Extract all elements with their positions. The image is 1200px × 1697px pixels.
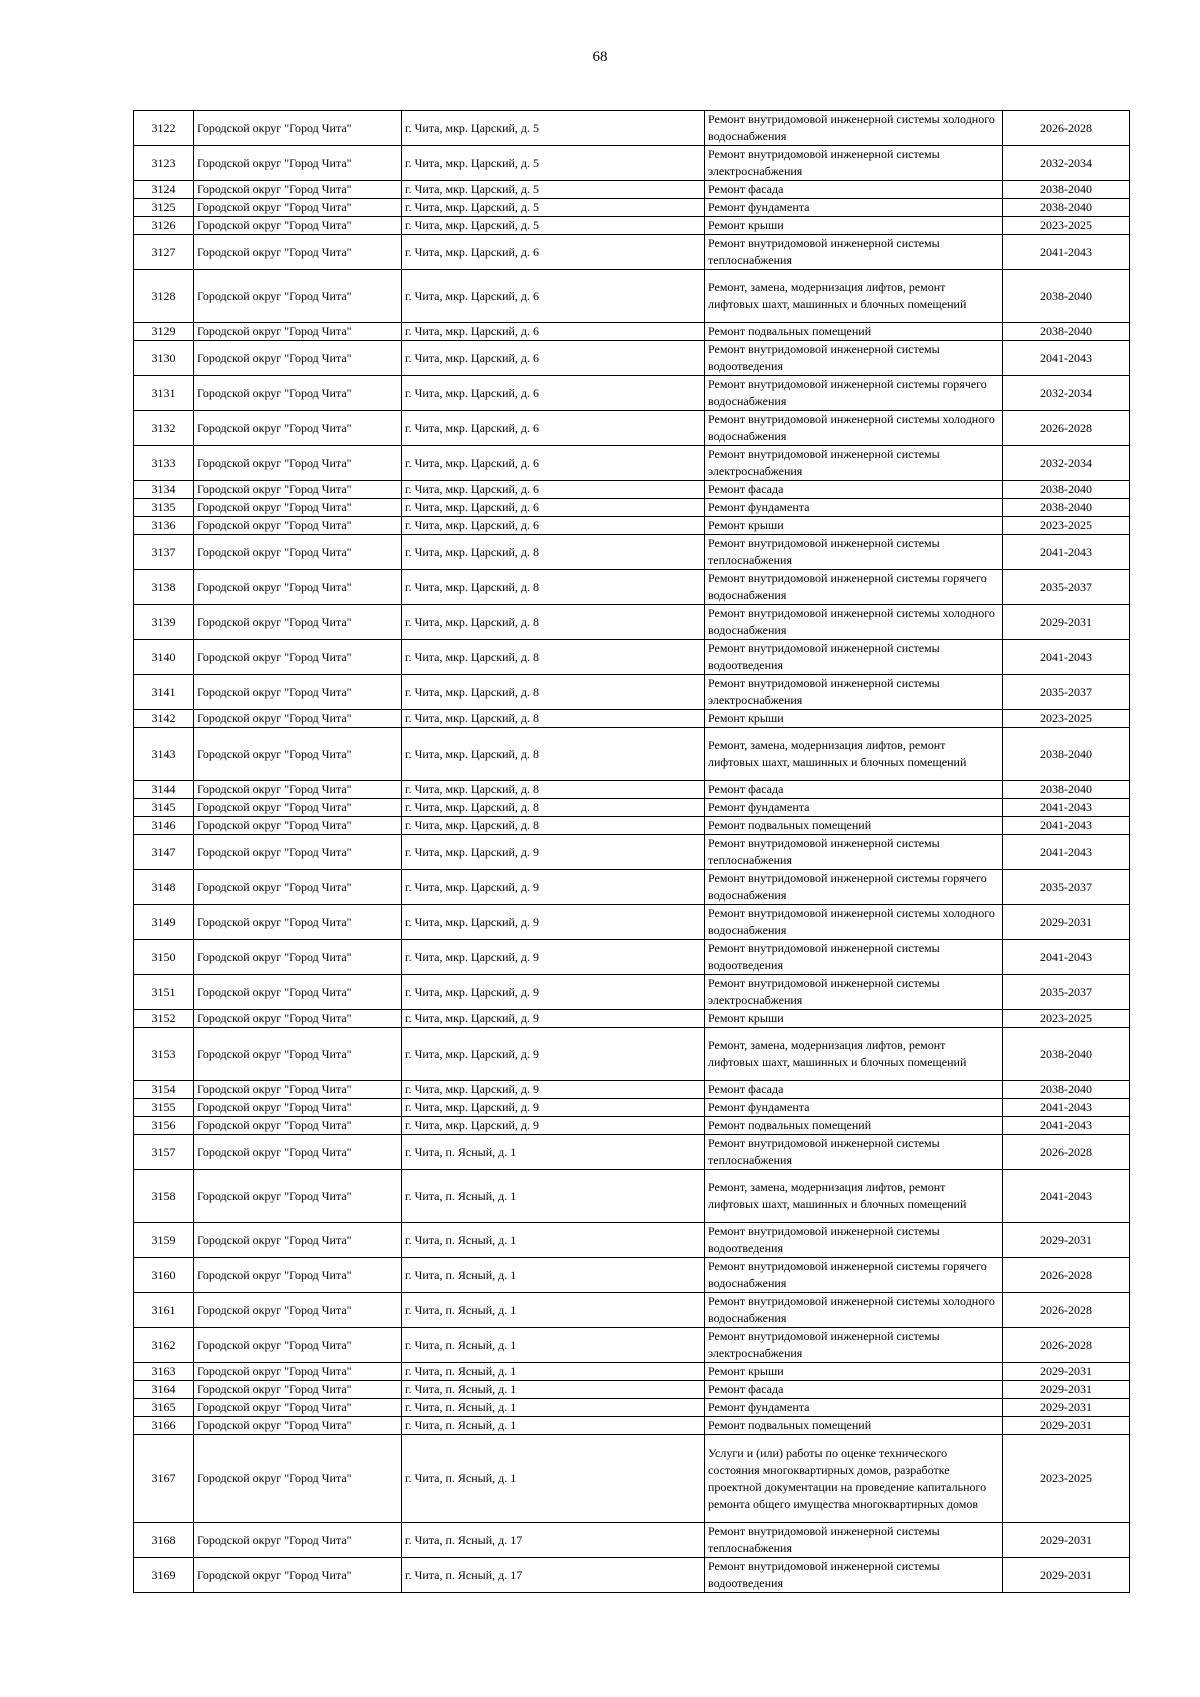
work-type-cell: Ремонт фасада (705, 1381, 1003, 1399)
address-cell: г. Чита, мкр. Царский, д. 9 (402, 835, 705, 870)
table-row (134, 675, 1130, 710)
address-cell: г. Чита, мкр. Царский, д. 5 (402, 146, 705, 181)
address-cell: г. Чита, мкр. Царский, д. 8 (402, 535, 705, 570)
row-number-cell: 3167 (134, 1435, 194, 1523)
work-type-cell: Ремонт внутридомовой инженерной системы теплоснабжения (705, 535, 1003, 570)
table-row (134, 1010, 1130, 1028)
municipality-cell: Городской округ "Город Чита" (194, 605, 402, 640)
table-row (134, 870, 1130, 905)
work-type-cell: Ремонт внутридомовой инженерной системы водоотведения (705, 341, 1003, 376)
work-type-cell: Услуги и (или) работы по оценке технического состояния многоквартирных домов, разработке проектной документации на проведение капитального ремонта общего имущества многоквартирных домов (705, 1435, 1003, 1523)
address-cell: г. Чита, п. Ясный, д. 1 (402, 1223, 705, 1258)
address-cell: г. Чита, мкр. Царский, д. 6 (402, 411, 705, 446)
row-number-cell: 3145 (134, 799, 194, 817)
table-row (134, 1223, 1130, 1258)
period-cell: 2035-2037 (1003, 570, 1130, 605)
repair-schedule-table (133, 110, 1130, 1593)
row-number-cell: 3140 (134, 640, 194, 675)
row-number-cell: 3147 (134, 835, 194, 870)
table-row (134, 1523, 1130, 1558)
table-row (134, 217, 1130, 235)
municipality-cell: Городской округ "Город Чита" (194, 817, 402, 835)
table-row (134, 1099, 1130, 1117)
table-row (134, 817, 1130, 835)
municipality-cell: Городской округ "Город Чита" (194, 1363, 402, 1381)
municipality-cell: Городской округ "Город Чита" (194, 376, 402, 411)
table-row (134, 640, 1130, 675)
municipality-cell: Городской округ "Город Чита" (194, 1258, 402, 1293)
period-cell: 2023-2025 (1003, 710, 1130, 728)
row-number-cell: 3158 (134, 1170, 194, 1223)
row-number-cell: 3129 (134, 323, 194, 341)
address-cell: г. Чита, мкр. Царский, д. 6 (402, 446, 705, 481)
row-number-cell: 3125 (134, 199, 194, 217)
municipality-cell: Городской округ "Город Чита" (194, 975, 402, 1010)
address-cell: г. Чита, мкр. Царский, д. 9 (402, 1010, 705, 1028)
row-number-cell: 3122 (134, 111, 194, 146)
municipality-cell: Городской округ "Город Чита" (194, 217, 402, 235)
table-row (134, 323, 1130, 341)
period-cell: 2038-2040 (1003, 728, 1130, 781)
period-cell: 2029-2031 (1003, 1381, 1130, 1399)
period-cell: 2026-2028 (1003, 1293, 1130, 1328)
address-cell: г. Чита, мкр. Царский, д. 9 (402, 1117, 705, 1135)
work-type-cell: Ремонт внутридомовой инженерной системы горячего водоснабжения (705, 570, 1003, 605)
period-cell: 2038-2040 (1003, 270, 1130, 323)
work-type-cell: Ремонт подвальных помещений (705, 817, 1003, 835)
period-cell: 2038-2040 (1003, 781, 1130, 799)
work-type-cell: Ремонт внутридомовой инженерной системы горячего водоснабжения (705, 870, 1003, 905)
table-row (134, 270, 1130, 323)
address-cell: г. Чита, мкр. Царский, д. 8 (402, 710, 705, 728)
address-cell: г. Чита, п. Ясный, д. 1 (402, 1135, 705, 1170)
table-row (134, 517, 1130, 535)
work-type-cell: Ремонт внутридомовой инженерной системы теплоснабжения (705, 835, 1003, 870)
address-cell: г. Чита, мкр. Царский, д. 6 (402, 517, 705, 535)
period-cell: 2032-2034 (1003, 146, 1130, 181)
address-cell: г. Чита, п. Ясный, д. 17 (402, 1523, 705, 1558)
address-cell: г. Чита, мкр. Царский, д. 6 (402, 235, 705, 270)
work-type-cell: Ремонт внутридомовой инженерной системы холодного водоснабжения (705, 605, 1003, 640)
table-row (134, 905, 1130, 940)
table-row (134, 1435, 1130, 1523)
municipality-cell: Городской округ "Город Чита" (194, 570, 402, 605)
municipality-cell: Городской округ "Город Чита" (194, 1417, 402, 1435)
work-type-cell: Ремонт внутридомовой инженерной системы водоотведения (705, 640, 1003, 675)
table-row (134, 1293, 1130, 1328)
row-number-cell: 3148 (134, 870, 194, 905)
row-number-cell: 3165 (134, 1399, 194, 1417)
period-cell: 2026-2028 (1003, 1135, 1130, 1170)
address-cell: г. Чита, мкр. Царский, д. 8 (402, 675, 705, 710)
table-row (134, 781, 1130, 799)
period-cell: 2026-2028 (1003, 1258, 1130, 1293)
table-row (134, 1135, 1130, 1170)
work-type-cell: Ремонт внутридомовой инженерной системы электроснабжения (705, 146, 1003, 181)
address-cell: г. Чита, мкр. Царский, д. 8 (402, 817, 705, 835)
work-type-cell: Ремонт, замена, модернизация лифтов, ремонт лифтовых шахт, машинных и блочных помещений (705, 1028, 1003, 1081)
table-row (134, 975, 1130, 1010)
row-number-cell: 3137 (134, 535, 194, 570)
municipality-cell: Городской округ "Город Чита" (194, 181, 402, 199)
municipality-cell: Городской округ "Город Чита" (194, 1028, 402, 1081)
work-type-cell: Ремонт фундамента (705, 199, 1003, 217)
municipality-cell: Городской округ "Город Чита" (194, 235, 402, 270)
address-cell: г. Чита, мкр. Царский, д. 9 (402, 940, 705, 975)
period-cell: 2041-2043 (1003, 640, 1130, 675)
table-row (134, 1558, 1130, 1593)
address-cell: г. Чита, мкр. Царский, д. 9 (402, 1081, 705, 1099)
work-type-cell: Ремонт подвальных помещений (705, 323, 1003, 341)
address-cell: г. Чита, мкр. Царский, д. 6 (402, 376, 705, 411)
municipality-cell: Городской округ "Город Чита" (194, 111, 402, 146)
period-cell: 2038-2040 (1003, 1081, 1130, 1099)
table-body (134, 111, 1130, 1593)
address-cell: г. Чита, мкр. Царский, д. 6 (402, 323, 705, 341)
municipality-cell: Городской округ "Город Чита" (194, 411, 402, 446)
work-type-cell: Ремонт фундамента (705, 799, 1003, 817)
municipality-cell: Городской округ "Город Чита" (194, 341, 402, 376)
period-cell: 2041-2043 (1003, 341, 1130, 376)
table-row (134, 835, 1130, 870)
municipality-cell: Городской округ "Город Чита" (194, 1223, 402, 1258)
table-row (134, 1028, 1130, 1081)
address-cell: г. Чита, мкр. Царский, д. 6 (402, 341, 705, 376)
row-number-cell: 3139 (134, 605, 194, 640)
row-number-cell: 3161 (134, 1293, 194, 1328)
period-cell: 2029-2031 (1003, 1417, 1130, 1435)
row-number-cell: 3128 (134, 270, 194, 323)
period-cell: 2029-2031 (1003, 1523, 1130, 1558)
work-type-cell: Ремонт, замена, модернизация лифтов, ремонт лифтовых шахт, машинных и блочных помещений (705, 270, 1003, 323)
period-cell: 2023-2025 (1003, 217, 1130, 235)
municipality-cell: Городской округ "Город Чита" (194, 1381, 402, 1399)
municipality-cell: Городской округ "Город Чита" (194, 199, 402, 217)
work-type-cell: Ремонт фундамента (705, 499, 1003, 517)
work-type-cell: Ремонт крыши (705, 1363, 1003, 1381)
table-row (134, 940, 1130, 975)
period-cell: 2032-2034 (1003, 446, 1130, 481)
address-cell: г. Чита, п. Ясный, д. 1 (402, 1170, 705, 1223)
address-cell: г. Чита, мкр. Царский, д. 8 (402, 781, 705, 799)
period-cell: 2029-2031 (1003, 1558, 1130, 1593)
row-number-cell: 3169 (134, 1558, 194, 1593)
row-number-cell: 3155 (134, 1099, 194, 1117)
work-type-cell: Ремонт внутридомовой инженерной системы водоотведения (705, 1558, 1003, 1593)
period-cell: 2029-2031 (1003, 605, 1130, 640)
work-type-cell: Ремонт внутридомовой инженерной системы теплоснабжения (705, 1523, 1003, 1558)
work-type-cell: Ремонт фундамента (705, 1099, 1003, 1117)
row-number-cell: 3157 (134, 1135, 194, 1170)
work-type-cell: Ремонт внутридомовой инженерной системы электроснабжения (705, 446, 1003, 481)
row-number-cell: 3138 (134, 570, 194, 605)
address-cell: г. Чита, мкр. Царский, д. 6 (402, 270, 705, 323)
address-cell: г. Чита, мкр. Царский, д. 8 (402, 799, 705, 817)
municipality-cell: Городской округ "Город Чита" (194, 1099, 402, 1117)
work-type-cell: Ремонт внутридомовой инженерной системы холодного водоснабжения (705, 905, 1003, 940)
work-type-cell: Ремонт фасада (705, 181, 1003, 199)
row-number-cell: 3152 (134, 1010, 194, 1028)
table-row (134, 1399, 1130, 1417)
table-row (134, 341, 1130, 376)
table-row (134, 799, 1130, 817)
period-cell: 2038-2040 (1003, 1028, 1130, 1081)
period-cell: 2029-2031 (1003, 1363, 1130, 1381)
municipality-cell: Городской округ "Город Чита" (194, 1293, 402, 1328)
municipality-cell: Городской округ "Город Чита" (194, 835, 402, 870)
period-cell: 2026-2028 (1003, 111, 1130, 146)
table-row (134, 181, 1130, 199)
address-cell: г. Чита, мкр. Царский, д. 9 (402, 975, 705, 1010)
address-cell: г. Чита, п. Ясный, д. 1 (402, 1399, 705, 1417)
address-cell: г. Чита, мкр. Царский, д. 6 (402, 499, 705, 517)
work-type-cell: Ремонт внутридомовой инженерной системы горячего водоснабжения (705, 1258, 1003, 1293)
period-cell: 2038-2040 (1003, 181, 1130, 199)
work-type-cell: Ремонт внутридомовой инженерной системы водоотведения (705, 1223, 1003, 1258)
work-type-cell: Ремонт фасада (705, 481, 1003, 499)
period-cell: 2026-2028 (1003, 411, 1130, 446)
address-cell: г. Чита, мкр. Царский, д. 8 (402, 570, 705, 605)
municipality-cell: Городской округ "Город Чита" (194, 870, 402, 905)
row-number-cell: 3160 (134, 1258, 194, 1293)
row-number-cell: 3143 (134, 728, 194, 781)
address-cell: г. Чита, мкр. Царский, д. 9 (402, 1028, 705, 1081)
period-cell: 2038-2040 (1003, 199, 1130, 217)
address-cell: г. Чита, мкр. Царский, д. 8 (402, 605, 705, 640)
table-row (134, 728, 1130, 781)
municipality-cell: Городской округ "Город Чита" (194, 1328, 402, 1363)
row-number-cell: 3164 (134, 1381, 194, 1399)
municipality-cell: Городской округ "Город Чита" (194, 1523, 402, 1558)
row-number-cell: 3156 (134, 1117, 194, 1135)
page-number: 68 (592, 49, 608, 65)
row-number-cell: 3168 (134, 1523, 194, 1558)
table-row (134, 199, 1130, 217)
address-cell: г. Чита, мкр. Царский, д. 6 (402, 481, 705, 499)
period-cell: 2041-2043 (1003, 1170, 1130, 1223)
row-number-cell: 3133 (134, 446, 194, 481)
period-cell: 2038-2040 (1003, 499, 1130, 517)
table-row (134, 1258, 1130, 1293)
period-cell: 2041-2043 (1003, 940, 1130, 975)
address-cell: г. Чита, мкр. Царский, д. 9 (402, 1099, 705, 1117)
address-cell: г. Чита, п. Ясный, д. 1 (402, 1328, 705, 1363)
municipality-cell: Городской округ "Город Чита" (194, 675, 402, 710)
address-cell: г. Чита, мкр. Царский, д. 8 (402, 728, 705, 781)
table-row (134, 710, 1130, 728)
address-cell: г. Чита, п. Ясный, д. 1 (402, 1258, 705, 1293)
table-row (134, 605, 1130, 640)
row-number-cell: 3142 (134, 710, 194, 728)
table-row (134, 411, 1130, 446)
municipality-cell: Городской округ "Город Чита" (194, 1117, 402, 1135)
municipality-cell: Городской округ "Город Чита" (194, 710, 402, 728)
address-cell: г. Чита, мкр. Царский, д. 5 (402, 181, 705, 199)
table-row (134, 535, 1130, 570)
work-type-cell: Ремонт внутридомовой инженерной системы холодного водоснабжения (705, 1293, 1003, 1328)
work-type-cell: Ремонт фундамента (705, 1399, 1003, 1417)
municipality-cell: Городской округ "Город Чита" (194, 481, 402, 499)
row-number-cell: 3126 (134, 217, 194, 235)
work-type-cell: Ремонт крыши (705, 517, 1003, 535)
row-number-cell: 3154 (134, 1081, 194, 1099)
municipality-cell: Городской округ "Город Чита" (194, 499, 402, 517)
period-cell: 2041-2043 (1003, 817, 1130, 835)
table-row (134, 1417, 1130, 1435)
table-row (134, 1117, 1130, 1135)
work-type-cell: Ремонт подвальных помещений (705, 1117, 1003, 1135)
work-type-cell: Ремонт, замена, модернизация лифтов, ремонт лифтовых шахт, машинных и блочных помещений (705, 728, 1003, 781)
municipality-cell: Городской округ "Город Чита" (194, 1170, 402, 1223)
municipality-cell: Городской округ "Город Чита" (194, 781, 402, 799)
municipality-cell: Городской округ "Город Чита" (194, 1081, 402, 1099)
municipality-cell: Городской округ "Город Чита" (194, 940, 402, 975)
address-cell: г. Чита, п. Ясный, д. 1 (402, 1381, 705, 1399)
row-number-cell: 3123 (134, 146, 194, 181)
period-cell: 2041-2043 (1003, 835, 1130, 870)
municipality-cell: Городской округ "Город Чита" (194, 799, 402, 817)
row-number-cell: 3136 (134, 517, 194, 535)
address-cell: г. Чита, п. Ясный, д. 17 (402, 1558, 705, 1593)
municipality-cell: Городской округ "Город Чита" (194, 323, 402, 341)
municipality-cell: Городской округ "Город Чита" (194, 640, 402, 675)
period-cell: 2041-2043 (1003, 1099, 1130, 1117)
row-number-cell: 3166 (134, 1417, 194, 1435)
period-cell: 2023-2025 (1003, 1010, 1130, 1028)
period-cell: 2023-2025 (1003, 1435, 1130, 1523)
address-cell: г. Чита, мкр. Царский, д. 5 (402, 111, 705, 146)
municipality-cell: Городской округ "Город Чита" (194, 270, 402, 323)
address-cell: г. Чита, п. Ясный, д. 1 (402, 1293, 705, 1328)
table-row (134, 1328, 1130, 1363)
work-type-cell: Ремонт внутридомовой инженерной системы теплоснабжения (705, 235, 1003, 270)
address-cell: г. Чита, мкр. Царский, д. 5 (402, 217, 705, 235)
period-cell: 2029-2031 (1003, 905, 1130, 940)
table-row (134, 1170, 1130, 1223)
table-row (134, 376, 1130, 411)
work-type-cell: Ремонт внутридомовой инженерной системы электроснабжения (705, 1328, 1003, 1363)
table-row (134, 146, 1130, 181)
row-number-cell: 3131 (134, 376, 194, 411)
table-row (134, 570, 1130, 605)
municipality-cell: Городской округ "Город Чита" (194, 517, 402, 535)
work-type-cell: Ремонт внутридомовой инженерной системы электроснабжения (705, 975, 1003, 1010)
row-number-cell: 3144 (134, 781, 194, 799)
work-type-cell: Ремонт фасада (705, 1081, 1003, 1099)
municipality-cell: Городской округ "Город Чита" (194, 1135, 402, 1170)
municipality-cell: Городской округ "Город Чита" (194, 905, 402, 940)
row-number-cell: 3162 (134, 1328, 194, 1363)
work-type-cell: Ремонт, замена, модернизация лифтов, ремонт лифтовых шахт, машинных и блочных помещений (705, 1170, 1003, 1223)
municipality-cell: Городской округ "Город Чита" (194, 728, 402, 781)
address-cell: г. Чита, мкр. Царский, д. 5 (402, 199, 705, 217)
period-cell: 2026-2028 (1003, 1328, 1130, 1363)
period-cell: 2041-2043 (1003, 235, 1130, 270)
period-cell: 2038-2040 (1003, 481, 1130, 499)
period-cell: 2035-2037 (1003, 975, 1130, 1010)
address-cell: г. Чита, п. Ясный, д. 1 (402, 1435, 705, 1523)
row-number-cell: 3132 (134, 411, 194, 446)
table-row (134, 235, 1130, 270)
table-row (134, 1081, 1130, 1099)
municipality-cell: Городской округ "Город Чита" (194, 1399, 402, 1417)
work-type-cell: Ремонт внутридомовой инженерной системы теплоснабжения (705, 1135, 1003, 1170)
table-row (134, 481, 1130, 499)
work-type-cell: Ремонт внутридомовой инженерной системы горячего водоснабжения (705, 376, 1003, 411)
municipality-cell: Городской округ "Город Чита" (194, 1435, 402, 1523)
period-cell: 2035-2037 (1003, 675, 1130, 710)
row-number-cell: 3163 (134, 1363, 194, 1381)
period-cell: 2041-2043 (1003, 535, 1130, 570)
address-cell: г. Чита, мкр. Царский, д. 8 (402, 640, 705, 675)
row-number-cell: 3135 (134, 499, 194, 517)
municipality-cell: Городской округ "Город Чита" (194, 1010, 402, 1028)
row-number-cell: 3151 (134, 975, 194, 1010)
row-number-cell: 3146 (134, 817, 194, 835)
row-number-cell: 3153 (134, 1028, 194, 1081)
work-type-cell: Ремонт внутридомовой инженерной системы холодного водоснабжения (705, 411, 1003, 446)
period-cell: 2023-2025 (1003, 517, 1130, 535)
table-row (134, 1381, 1130, 1399)
table-row (134, 111, 1130, 146)
table-row (134, 446, 1130, 481)
work-type-cell: Ремонт фасада (705, 781, 1003, 799)
period-cell: 2041-2043 (1003, 799, 1130, 817)
address-cell: г. Чита, п. Ясный, д. 1 (402, 1363, 705, 1381)
row-number-cell: 3130 (134, 341, 194, 376)
row-number-cell: 3159 (134, 1223, 194, 1258)
work-type-cell: Ремонт внутридомовой инженерной системы водоотведения (705, 940, 1003, 975)
table-row (134, 1363, 1130, 1381)
address-cell: г. Чита, п. Ясный, д. 1 (402, 1417, 705, 1435)
work-type-cell: Ремонт крыши (705, 217, 1003, 235)
period-cell: 2038-2040 (1003, 323, 1130, 341)
period-cell: 2029-2031 (1003, 1223, 1130, 1258)
row-number-cell: 3127 (134, 235, 194, 270)
municipality-cell: Городской округ "Город Чита" (194, 535, 402, 570)
address-cell: г. Чита, мкр. Царский, д. 9 (402, 905, 705, 940)
municipality-cell: Городской округ "Город Чита" (194, 146, 402, 181)
work-type-cell: Ремонт внутридомовой инженерной системы холодного водоснабжения (705, 111, 1003, 146)
municipality-cell: Городской округ "Город Чита" (194, 1558, 402, 1593)
work-type-cell: Ремонт подвальных помещений (705, 1417, 1003, 1435)
table-row (134, 499, 1130, 517)
work-type-cell: Ремонт крыши (705, 1010, 1003, 1028)
work-type-cell: Ремонт внутридомовой инженерной системы электроснабжения (705, 675, 1003, 710)
work-type-cell: Ремонт крыши (705, 710, 1003, 728)
municipality-cell: Городской округ "Город Чита" (194, 446, 402, 481)
row-number-cell: 3149 (134, 905, 194, 940)
period-cell: 2041-2043 (1003, 1117, 1130, 1135)
period-cell: 2029-2031 (1003, 1399, 1130, 1417)
period-cell: 2032-2034 (1003, 376, 1130, 411)
row-number-cell: 3124 (134, 181, 194, 199)
period-cell: 2035-2037 (1003, 870, 1130, 905)
address-cell: г. Чита, мкр. Царский, д. 9 (402, 870, 705, 905)
row-number-cell: 3150 (134, 940, 194, 975)
row-number-cell: 3141 (134, 675, 194, 710)
row-number-cell: 3134 (134, 481, 194, 499)
